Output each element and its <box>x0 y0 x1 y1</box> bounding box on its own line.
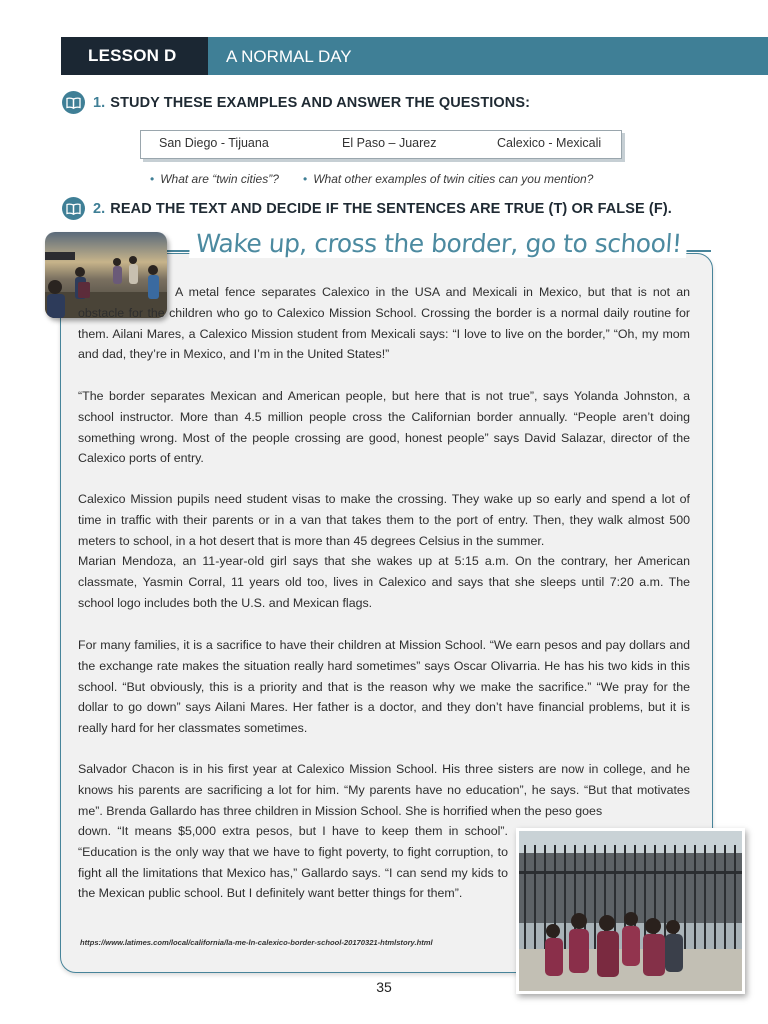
article-paragraph: down. “It means $5,000 extra pesos, but I have to keep them in school”. “Education is the only way that we have to fight poverty, to fight corruption, to fight all the limitations that Mexico has,” Gallardo says. “I can send my kids to the Mexican public school. But I definitely want better things for them”. <box>78 824 508 901</box>
article-paragraph: For many families, it is a sacrifice to have their children at Mission School. “We earn pesos and pay dollars and the exchange rate makes the situation really hard sometimes” says Oscar Olivarria. He has his two kids in this school. “But obviously, this is a priority and that is the reason why we make the sacrifice.” “We pray for the dollar to go down” says Ailani Mares. Her father is a doctor, and they don’t have financial problems, but it is really hard for her classmates sometimes. <box>78 638 690 736</box>
article-paragraph: Salvador Chacon is in his first year at Calexico Mission School. His three sisters are now in college, and he knows his parents are sacrificing a lot for him. “My parents have no education”, he says. “But that motivates me”. Brenda Gallardo has three children in Mission School. She is horrified when the peso goes <box>78 762 690 818</box>
book-icon <box>62 197 85 220</box>
article-headline: Wake up, cross the border, go to school! <box>189 229 688 258</box>
page-number: 35 <box>376 979 392 995</box>
section-2-title: READ THE TEXT AND DECIDE IF THE SENTENCES ARE TRUE (T) OR FALSE (F). <box>110 200 672 217</box>
lesson-label: LESSON D <box>61 37 208 75</box>
city-pair: El Paso – Juarez <box>342 136 437 150</box>
article-paragraph: “The border separates Mexican and American people, but here that is not true”, says Yolanda Johnston, a school instructor. More than 4.5 million people cross the Californian border annually. “People aren’t doing something wrong. Most of the people crossing are good, honest people” says David Salazar, director of the Calexico ports of entry. <box>78 389 690 466</box>
article-paragraph: A metal fence separates Calexico in the USA and Mexicali in Mexico, but that is not an obstacle for the children who go to Calexico Mission School. Crossing the border is a normal daily routine for them. Ailani Mares, a Calexico Mission student from Mexicali says: “I love to live on the border,” “Oh, my mom and dad, they’re in Mexico, and I’m in the United States!” <box>78 285 690 362</box>
source-url: https://www.latimes.com/local/california/la-me-ln-calexico-border-school-20170321-htmlstory.html <box>80 938 433 947</box>
twin-cities-box <box>140 130 622 159</box>
question-item: • What other examples of twin cities can you mention? <box>303 172 594 186</box>
section-2-number: 2. <box>93 200 106 217</box>
city-pair: San Diego - Tijuana <box>159 136 269 150</box>
lesson-title: A NORMAL DAY <box>226 47 352 66</box>
students-at-fence-photo <box>516 828 745 994</box>
article-paragraph: Marian Mendoza, an 11-year-old girl says that she wakes up at 5:15 a.m. On the contrary, her American classmate, Yasmin Corral, 11 years old too, lives in Calexico and says that she sleeps until 7:20 a.m. The school logo includes both the U.S. and Mexican flags. <box>78 554 690 610</box>
section-1-number: 1. <box>93 94 106 111</box>
book-icon <box>62 91 85 114</box>
section-1-heading <box>62 91 530 114</box>
section-1-title: STUDY THESE EXAMPLES AND ANSWER THE QUESTIONS: <box>110 94 531 111</box>
section-2-heading <box>62 197 672 220</box>
question-item: • What are “twin cities”? <box>150 172 279 186</box>
article-paragraph: Calexico Mission pupils need student visas to make the crossing. They wake up so early and spend a lot of time in traffic with their parents or in a van that takes them to the port of entry. Then, they walk almost 500 meters to school, in a hot desert that is more than 45 degrees Celsius in the summer. <box>78 492 690 548</box>
city-pair: Calexico - Mexicali <box>497 136 602 150</box>
